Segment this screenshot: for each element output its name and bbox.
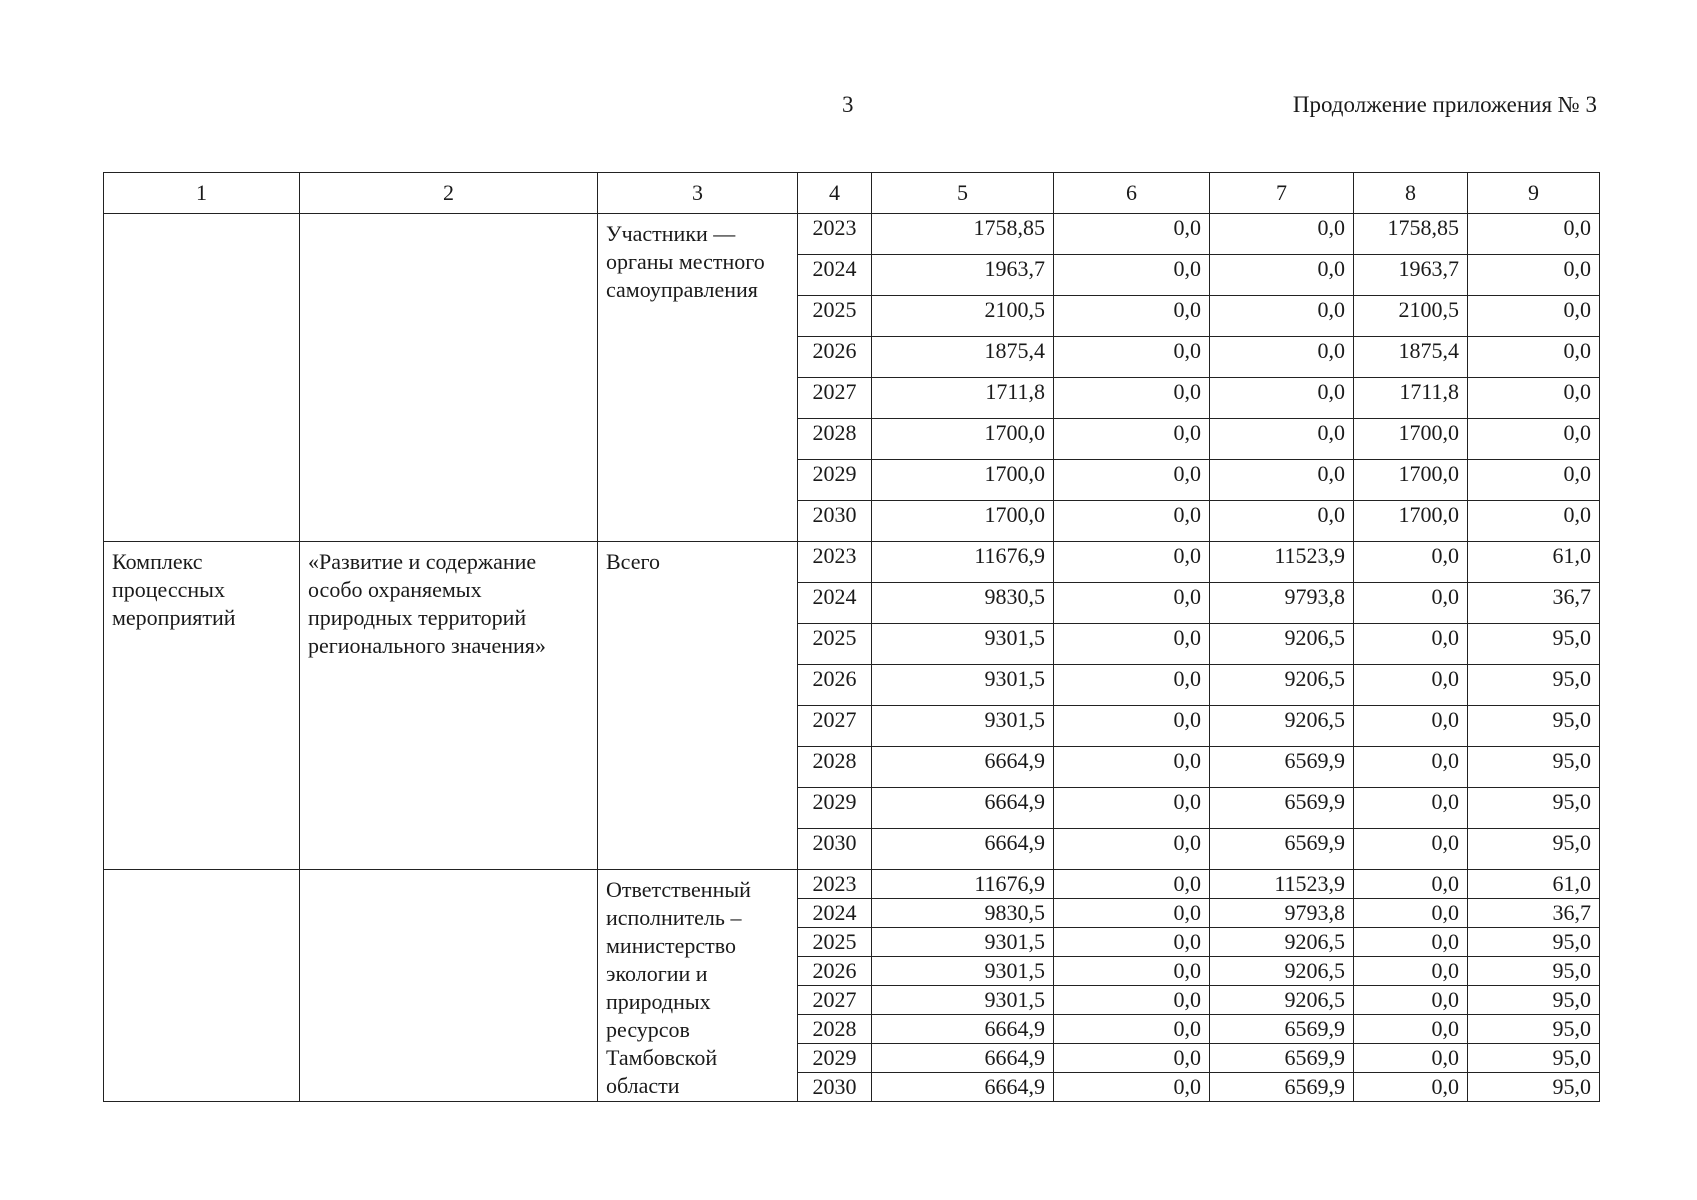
header-cell: 9 (1468, 173, 1600, 214)
year-cell: 2028 (798, 747, 872, 788)
section-type-cell (104, 870, 300, 1102)
year-cell: 2027 (798, 986, 872, 1015)
value-cell: 0,0 (1468, 501, 1600, 542)
value-cell: 95,0 (1468, 1015, 1600, 1044)
budget-table (103, 172, 1600, 1102)
value-cell: 9301,5 (872, 986, 1054, 1015)
value-cell: 0,0 (1354, 957, 1468, 986)
value-cell: 9301,5 (872, 706, 1054, 747)
value-cell: 0,0 (1354, 899, 1468, 928)
value-cell: 0,0 (1054, 624, 1210, 665)
value-cell: 0,0 (1468, 337, 1600, 378)
value-cell: 1711,8 (1354, 378, 1468, 419)
section-name-cell: «Развитие и содержание особо охраняемых природных территорий регионального значения» (300, 542, 598, 870)
value-cell: 0,0 (1054, 542, 1210, 583)
value-cell: 95,0 (1468, 986, 1600, 1015)
page-number: 3 (842, 92, 854, 117)
value-cell: 9206,5 (1210, 624, 1354, 665)
value-cell: 0,0 (1054, 501, 1210, 542)
value-cell: 95,0 (1468, 788, 1600, 829)
value-cell: 1700,0 (1354, 419, 1468, 460)
value-cell: 0,0 (1354, 1073, 1468, 1102)
value-cell: 0,0 (1468, 378, 1600, 419)
value-cell: 1963,7 (872, 255, 1054, 296)
header-cell: 8 (1354, 173, 1468, 214)
year-cell: 2024 (798, 899, 872, 928)
value-cell: 0,0 (1054, 378, 1210, 419)
value-cell: 0,0 (1468, 214, 1600, 255)
year-cell: 2030 (798, 829, 872, 870)
year-cell: 2025 (798, 928, 872, 957)
value-cell: 11676,9 (872, 542, 1054, 583)
header-cell: 1 (104, 173, 300, 214)
value-cell: 95,0 (1468, 706, 1600, 747)
header-cell: 4 (798, 173, 872, 214)
value-cell: 9301,5 (872, 624, 1054, 665)
year-cell: 2029 (798, 460, 872, 501)
section-name-cell (300, 214, 598, 542)
value-cell: 9301,5 (872, 957, 1054, 986)
value-cell: 9206,5 (1210, 706, 1354, 747)
value-cell: 0,0 (1210, 337, 1354, 378)
value-cell: 0,0 (1054, 1073, 1210, 1102)
value-cell: 0,0 (1468, 460, 1600, 501)
value-cell: 1700,0 (1354, 501, 1468, 542)
value-cell: 0,0 (1054, 255, 1210, 296)
value-cell: 1875,4 (1354, 337, 1468, 378)
year-cell: 2026 (798, 957, 872, 986)
year-cell: 2030 (798, 1073, 872, 1102)
section-name-cell (300, 870, 598, 1102)
value-cell: 1758,85 (872, 214, 1054, 255)
year-cell: 2023 (798, 870, 872, 899)
table-header-row (104, 173, 1600, 214)
value-cell: 36,7 (1468, 583, 1600, 624)
value-cell: 0,0 (1468, 255, 1600, 296)
value-cell: 0,0 (1210, 378, 1354, 419)
value-cell: 6664,9 (872, 1015, 1054, 1044)
value-cell: 9830,5 (872, 899, 1054, 928)
value-cell: 0,0 (1354, 829, 1468, 870)
value-cell: 0,0 (1054, 986, 1210, 1015)
year-cell: 2024 (798, 255, 872, 296)
value-cell: 1700,0 (872, 419, 1054, 460)
value-cell: 0,0 (1210, 214, 1354, 255)
participant-cell: Ответственный исполнитель – министерство экологии и природных ресурсов Тамбовской области (598, 870, 798, 1102)
value-cell: 9206,5 (1210, 957, 1354, 986)
value-cell: 11676,9 (872, 870, 1054, 899)
value-cell: 6664,9 (872, 1073, 1054, 1102)
value-cell: 0,0 (1354, 624, 1468, 665)
section-type-cell: Комплекс процессных мероприятий (104, 542, 300, 870)
value-cell: 9793,8 (1210, 583, 1354, 624)
value-cell: 1700,0 (872, 460, 1054, 501)
value-cell: 95,0 (1468, 624, 1600, 665)
value-cell: 0,0 (1210, 296, 1354, 337)
value-cell: 0,0 (1354, 1015, 1468, 1044)
value-cell: 0,0 (1354, 747, 1468, 788)
value-cell: 6664,9 (872, 747, 1054, 788)
year-cell: 2028 (798, 1015, 872, 1044)
appendix-note: Продолжение приложения № 3 (1292, 92, 1597, 117)
value-cell: 0,0 (1210, 419, 1354, 460)
participant-cell: Участники — органы местного самоуправления (598, 214, 798, 542)
value-cell: 6664,9 (872, 1044, 1054, 1073)
value-cell: 0,0 (1054, 583, 1210, 624)
year-cell: 2028 (798, 419, 872, 460)
value-cell: 95,0 (1468, 1044, 1600, 1073)
value-cell: 0,0 (1354, 706, 1468, 747)
value-cell: 95,0 (1468, 1073, 1600, 1102)
value-cell: 0,0 (1354, 986, 1468, 1015)
value-cell: 0,0 (1210, 501, 1354, 542)
value-cell: 6569,9 (1210, 1044, 1354, 1073)
value-cell: 36,7 (1468, 899, 1600, 928)
participant-cell: Всего (598, 542, 798, 870)
value-cell: 0,0 (1468, 296, 1600, 337)
value-cell: 11523,9 (1210, 542, 1354, 583)
table-row (104, 542, 1600, 583)
value-cell: 61,0 (1468, 542, 1600, 583)
value-cell: 0,0 (1054, 1015, 1210, 1044)
year-cell: 2030 (798, 501, 872, 542)
year-cell: 2023 (798, 542, 872, 583)
value-cell: 0,0 (1354, 870, 1468, 899)
value-cell: 0,0 (1054, 788, 1210, 829)
header-cell: 3 (598, 173, 798, 214)
value-cell: 0,0 (1054, 296, 1210, 337)
value-cell: 6664,9 (872, 829, 1054, 870)
year-cell: 2025 (798, 296, 872, 337)
year-cell: 2025 (798, 624, 872, 665)
value-cell: 0,0 (1054, 337, 1210, 378)
section-type-cell (104, 214, 300, 542)
value-cell: 11523,9 (1210, 870, 1354, 899)
value-cell: 0,0 (1054, 419, 1210, 460)
value-cell: 0,0 (1354, 583, 1468, 624)
value-cell: 0,0 (1354, 788, 1468, 829)
value-cell: 95,0 (1468, 747, 1600, 788)
value-cell: 0,0 (1354, 1044, 1468, 1073)
value-cell: 1700,0 (872, 501, 1054, 542)
value-cell: 0,0 (1054, 665, 1210, 706)
value-cell: 6664,9 (872, 788, 1054, 829)
year-cell: 2026 (798, 665, 872, 706)
value-cell: 9830,5 (872, 583, 1054, 624)
value-cell: 0,0 (1054, 957, 1210, 986)
value-cell: 95,0 (1468, 957, 1600, 986)
value-cell: 2100,5 (872, 296, 1054, 337)
value-cell: 1963,7 (1354, 255, 1468, 296)
value-cell: 0,0 (1054, 899, 1210, 928)
year-cell: 2026 (798, 337, 872, 378)
value-cell: 1700,0 (1354, 460, 1468, 501)
value-cell: 1758,85 (1354, 214, 1468, 255)
value-cell: 1711,8 (872, 378, 1054, 419)
value-cell: 9793,8 (1210, 899, 1354, 928)
header-cell: 5 (872, 173, 1054, 214)
value-cell: 0,0 (1054, 829, 1210, 870)
value-cell: 1875,4 (872, 337, 1054, 378)
year-cell: 2024 (798, 583, 872, 624)
value-cell: 0,0 (1054, 1044, 1210, 1073)
year-cell: 2029 (798, 788, 872, 829)
value-cell: 0,0 (1054, 870, 1210, 899)
value-cell: 0,0 (1468, 419, 1600, 460)
year-cell: 2027 (798, 706, 872, 747)
value-cell: 0,0 (1354, 665, 1468, 706)
header-cell: 2 (300, 173, 598, 214)
value-cell: 9206,5 (1210, 928, 1354, 957)
value-cell: 0,0 (1354, 542, 1468, 583)
value-cell: 0,0 (1054, 214, 1210, 255)
header-cell: 7 (1210, 173, 1354, 214)
year-cell: 2029 (798, 1044, 872, 1073)
value-cell: 0,0 (1210, 460, 1354, 501)
value-cell: 9206,5 (1210, 665, 1354, 706)
value-cell: 0,0 (1210, 255, 1354, 296)
year-cell: 2027 (798, 378, 872, 419)
value-cell: 95,0 (1468, 665, 1600, 706)
value-cell: 2100,5 (1354, 296, 1468, 337)
value-cell: 0,0 (1054, 747, 1210, 788)
year-cell: 2023 (798, 214, 872, 255)
value-cell: 6569,9 (1210, 747, 1354, 788)
header-cell: 6 (1054, 173, 1210, 214)
value-cell: 0,0 (1354, 928, 1468, 957)
table-row (104, 214, 1600, 255)
value-cell: 0,0 (1054, 460, 1210, 501)
value-cell: 6569,9 (1210, 1015, 1354, 1044)
value-cell: 61,0 (1468, 870, 1600, 899)
value-cell: 9206,5 (1210, 986, 1354, 1015)
value-cell: 0,0 (1054, 928, 1210, 957)
value-cell: 9301,5 (872, 928, 1054, 957)
value-cell: 0,0 (1054, 706, 1210, 747)
value-cell: 6569,9 (1210, 829, 1354, 870)
value-cell: 95,0 (1468, 829, 1600, 870)
value-cell: 95,0 (1468, 928, 1600, 957)
value-cell: 6569,9 (1210, 1073, 1354, 1102)
table-row (104, 870, 1600, 899)
value-cell: 6569,9 (1210, 788, 1354, 829)
value-cell: 9301,5 (872, 665, 1054, 706)
